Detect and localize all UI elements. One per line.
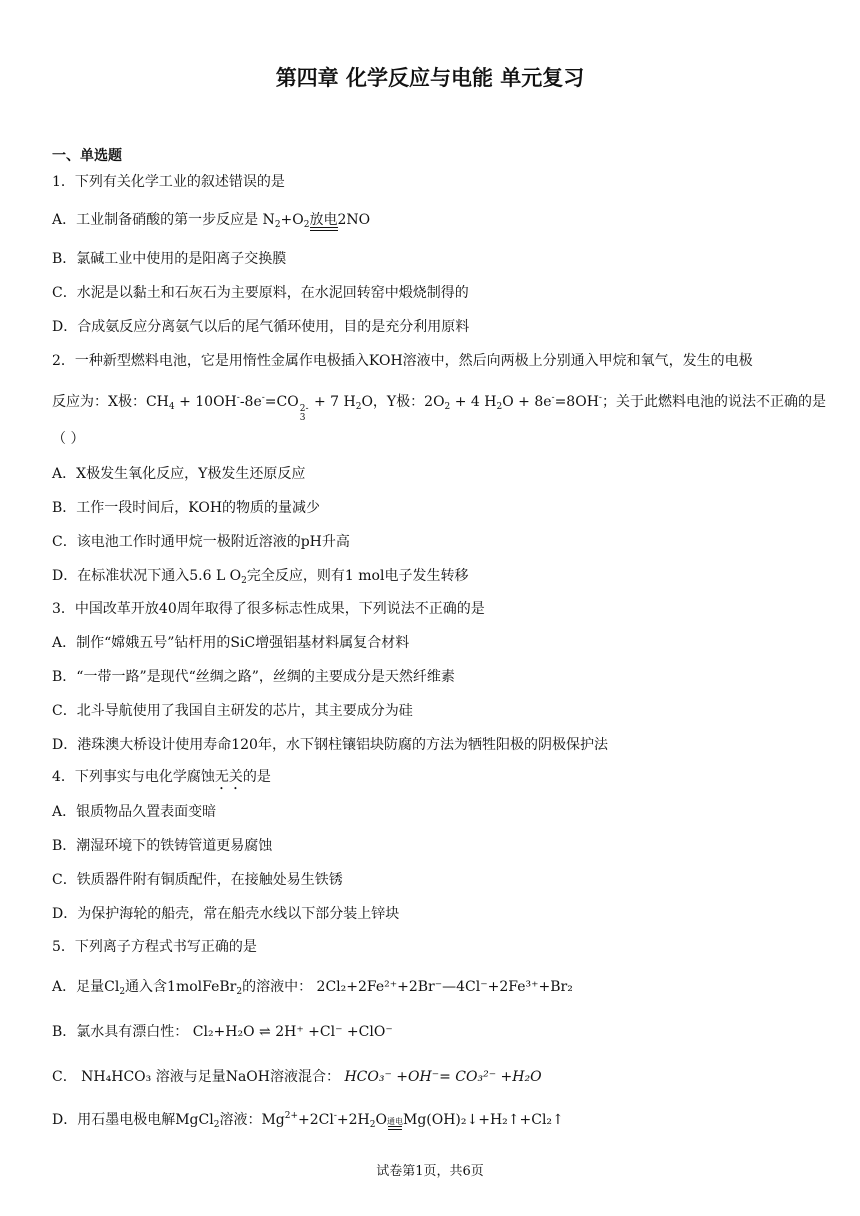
question-5-option-a: A．足量$Cl_2$通入含1molFeBr$_2$的溶液中： 2Cl₂+2Fe²⁺+2Br⁻—4Cl⁻+2Fe³⁺+Br₂ (52, 979, 573, 997)
question-2-option-c: C．该电池工作时通甲烷一极附近溶液的pH升高 (52, 534, 350, 550)
question-2-answer-paren: （ ） (52, 431, 85, 447)
question-4-option-c: C．铁质器件附有铜质配件，在接触处易生铁锈 (52, 872, 343, 888)
question-4-option-d: D．为保护海轮的船壳，常在船壳水线以下部分装上锌块 (52, 906, 400, 922)
question-5-option-d: D．用石墨电极电解MgCl$_2$溶液：$Mg^{2+}+2Cl^-+2H_2O$ 通电 Mg(OH)₂↓+H₂↑+Cl₂↑ (52, 1111, 564, 1130)
question-2-stem-line2: 反应为：X极：$CH_4 + 10OH^--8e^-=CO$ 2- 3 + 7 $H_2O$，Y极：$2O_2 + 4$ $H_2O + 8e^-=8OH^-$；关于此燃料电池的说法不正确的是 (52, 393, 826, 423)
question-3-option-c: C．北斗导航使用了我国自主研发的芯片，其主要成分为硅 (52, 703, 413, 719)
page-footer: 试卷第1页，共6页 (376, 1164, 484, 1179)
emphasized-text: 无关 (214, 769, 243, 785)
question-5-stem: 5．下列离子方程式书写正确的是 (52, 939, 257, 955)
question-2-option-d: D．在标准状况下通入5.6 L $O_2$完全反应，则有1 mol电子发生转移 (52, 568, 469, 586)
reaction-condition: 放电 (310, 213, 338, 231)
reaction-condition: 通电 (387, 1117, 403, 1130)
section-heading: 一、单选题 (52, 148, 122, 164)
question-3-option-a: A．制作“嫦娥五号”钻杆用的SiC增强铝基材料属复合材料 (52, 635, 410, 651)
question-5-option-b: B．氯水具有漂白性： Cl₂+H₂O ⇌ 2H⁺ +Cl⁻ +ClO⁻ (52, 1024, 393, 1040)
page-title: 第四章 化学反应与电能 单元复习 (275, 66, 585, 90)
question-3-option-d: D．港珠澳大桥设计使用寿命120年，水下钢柱镶铝块防腐的方法为牺牲阳极的阴极保护法 (52, 737, 608, 753)
question-2-option-a: A．X极发生氧化反应，Y极发生还原反应 (52, 466, 306, 482)
question-3-stem: 3．中国改革开放40周年取得了很多标志性成果，下列说法不正确的是 (52, 601, 485, 617)
question-1-option-b: B．氯碱工业中使用的是阳离子交换膜 (52, 251, 287, 267)
question-4-option-b: B．潮湿环境下的铁铸管道更易腐蚀 (52, 838, 273, 854)
question-1-stem: 1．下列有关化学工业的叙述错误的是 (52, 174, 285, 190)
question-1-option-d: D．合成氨反应分离氨气以后的尾气循环使用，目的是充分利用原料 (52, 319, 470, 335)
question-2-option-b: B．工作一段时间后，KOH的物质的量减少 (52, 500, 321, 516)
question-4-stem: 4．下列事实与电化学腐蚀无关的是 (52, 769, 271, 785)
question-4-option-a: A．银质物品久置表面变暗 (52, 804, 217, 820)
question-1-option-a: A．工业制备硝酸的第一步反应是 $N_2+O_2$ 放电 2NO (52, 212, 371, 230)
question-1-option-c: C．水泥是以黏土和石灰石为主要原料，在水泥回转窑中煅烧制得的 (52, 285, 469, 301)
question-5-option-c: C． NH₄HCO₃ 溶液与足量NaOH溶液混合： HCO₃⁻ +OH⁻= CO₃²⁻ +H₂O (52, 1069, 542, 1085)
question-3-option-b: B．“一带一路”是现代“丝绸之路”，丝绸的主要成分是天然纤维素 (52, 669, 455, 685)
question-2-stem-line1: 2．一种新型燃料电池，它是用惰性金属作电极插入KOH溶液中，然后向两极上分别通入甲烷和氧气，发生的电极 (52, 353, 753, 369)
